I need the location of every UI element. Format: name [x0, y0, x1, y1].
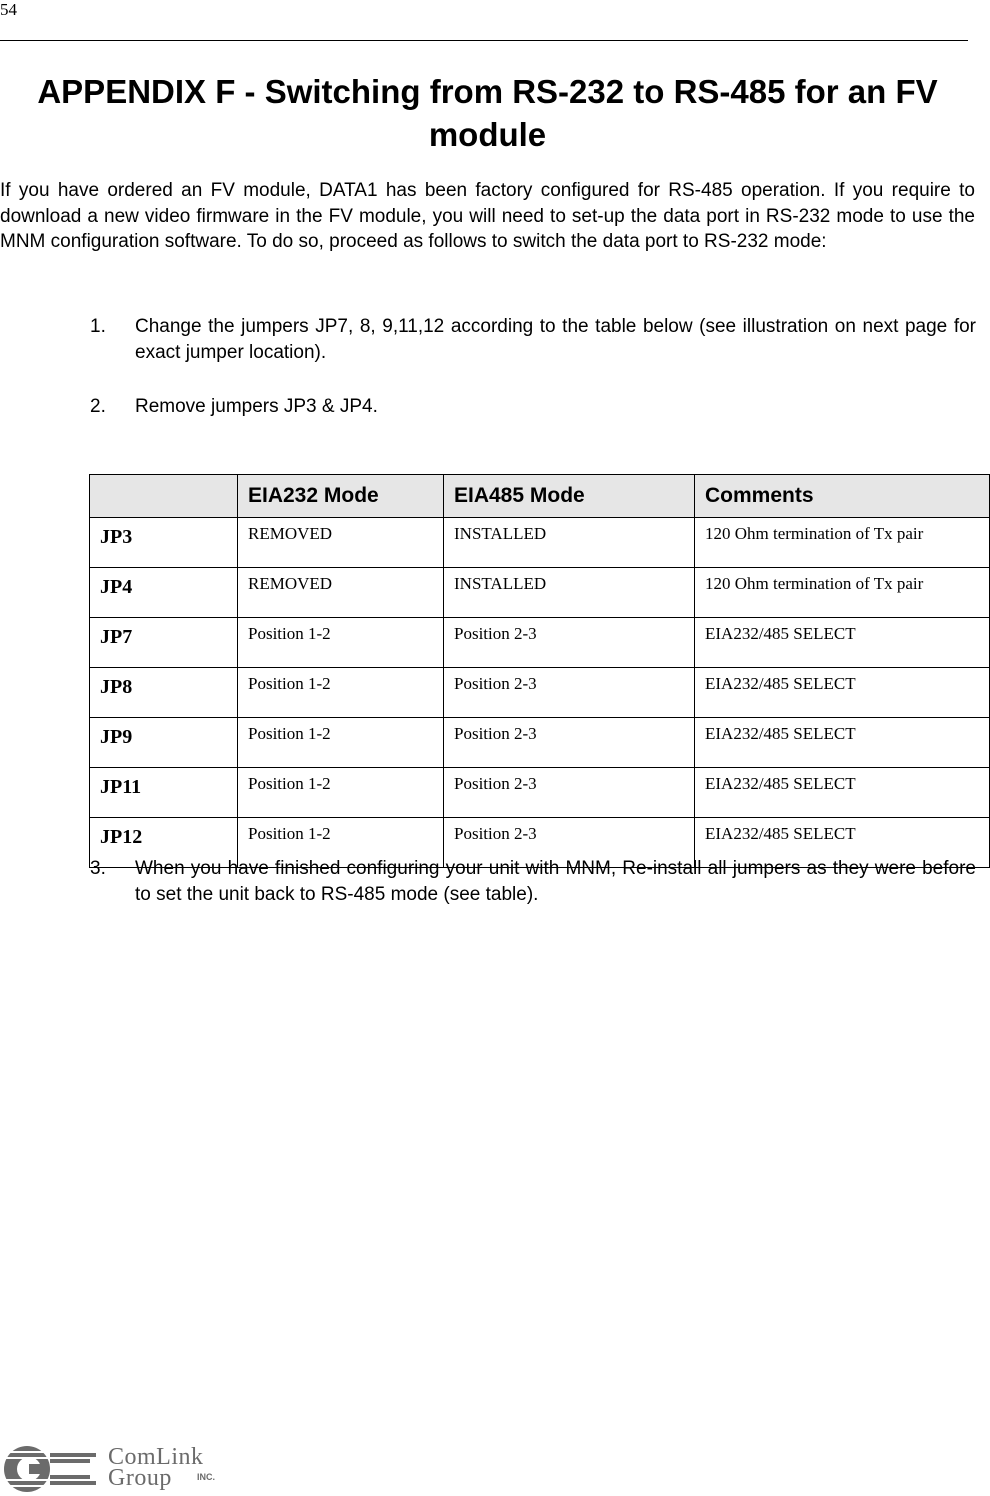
table-row [90, 518, 990, 568]
step-text: Remove jumpers JP3 & JP4. [135, 396, 378, 417]
eia485-mode-cell: INSTALLED [444, 568, 695, 618]
step-text: Change the jumpers JP7, 8, 9,11,12 according to the table below (see illustration on next page for exact jumper location). [135, 316, 976, 363]
jumper-id: JP8 [90, 668, 238, 718]
comlink-logo-icon [2, 1444, 102, 1494]
eia232-mode-cell: Position 1-2 [238, 768, 444, 818]
jumper-id: JP7 [90, 618, 238, 668]
jumper-id: JP9 [90, 718, 238, 768]
eia232-mode-cell: Position 1-2 [238, 718, 444, 768]
comment-cell: EIA232/485 SELECT [695, 668, 990, 718]
step-number: 1. [90, 316, 106, 337]
table-row [90, 768, 990, 818]
jumper-id: JP3 [90, 518, 238, 568]
eia232-mode-cell: REMOVED [238, 518, 444, 568]
step-text: When you have finished configuring your unit with MNM, Re-install all jumpers as they were before to set the unit back to RS-485 mode (see table). [135, 858, 976, 905]
header-rule [0, 40, 968, 41]
eia232-mode-cell: REMOVED [238, 568, 444, 618]
eia485-mode-cell: Position 2-3 [444, 718, 695, 768]
column-header: Comments [695, 475, 990, 518]
comment-cell: EIA232/485 SELECT [695, 618, 990, 668]
step-3 [90, 856, 976, 908]
jumper-id: JP11 [90, 768, 238, 818]
table-row [90, 618, 990, 668]
column-header: EIA232 Mode [238, 475, 444, 518]
jumper-id: JP4 [90, 568, 238, 618]
eia485-mode-cell: Position 2-3 [444, 818, 695, 868]
table-row [90, 568, 990, 618]
table-row [90, 668, 990, 718]
eia485-mode-cell: Position 2-3 [444, 618, 695, 668]
jumper-id: JP12 [90, 818, 238, 868]
page-number: 54 [0, 0, 17, 19]
comment-cell: EIA232/485 SELECT [695, 768, 990, 818]
logo-text-group: Group [108, 1465, 172, 1491]
comment-cell: 120 Ohm termination of Tx pair [695, 518, 990, 568]
column-header [90, 475, 238, 518]
step-2 [90, 394, 976, 420]
table-row [90, 718, 990, 768]
comment-cell: EIA232/485 SELECT [695, 818, 990, 868]
comment-cell: EIA232/485 SELECT [695, 718, 990, 768]
jumper-table [89, 474, 990, 868]
eia232-mode-cell: Position 1-2 [238, 668, 444, 718]
eia485-mode-cell: INSTALLED [444, 518, 695, 568]
comlink-logo [2, 1440, 232, 1496]
intro-paragraph: If you have ordered an FV module, DATA1 has been factory configured for RS-485 operation. If you require to download a new video firmware in the FV module, you will need to set-up the data port in RS-232 mode to use the MNM configuration software. To do so, proceed as follows to switch the data port to RS-232 mode: [0, 180, 975, 252]
table-header-row [90, 475, 990, 518]
page-title: APPENDIX F - Switching from RS-232 to RS-485 for an FV module [37, 73, 938, 153]
step-number: 3. [90, 858, 106, 879]
eia232-mode-cell: Position 1-2 [238, 618, 444, 668]
eia485-mode-cell: Position 2-3 [444, 668, 695, 718]
column-header: EIA485 Mode [444, 475, 695, 518]
eia485-mode-cell: Position 2-3 [444, 768, 695, 818]
eia232-mode-cell: Position 1-2 [238, 818, 444, 868]
step-1 [90, 314, 976, 366]
logo-text-inc: INC. [197, 1472, 215, 1482]
comment-cell: 120 Ohm termination of Tx pair [695, 568, 990, 618]
step-number: 2. [90, 396, 106, 417]
logo-text-comlink: ComLink [108, 1444, 204, 1470]
